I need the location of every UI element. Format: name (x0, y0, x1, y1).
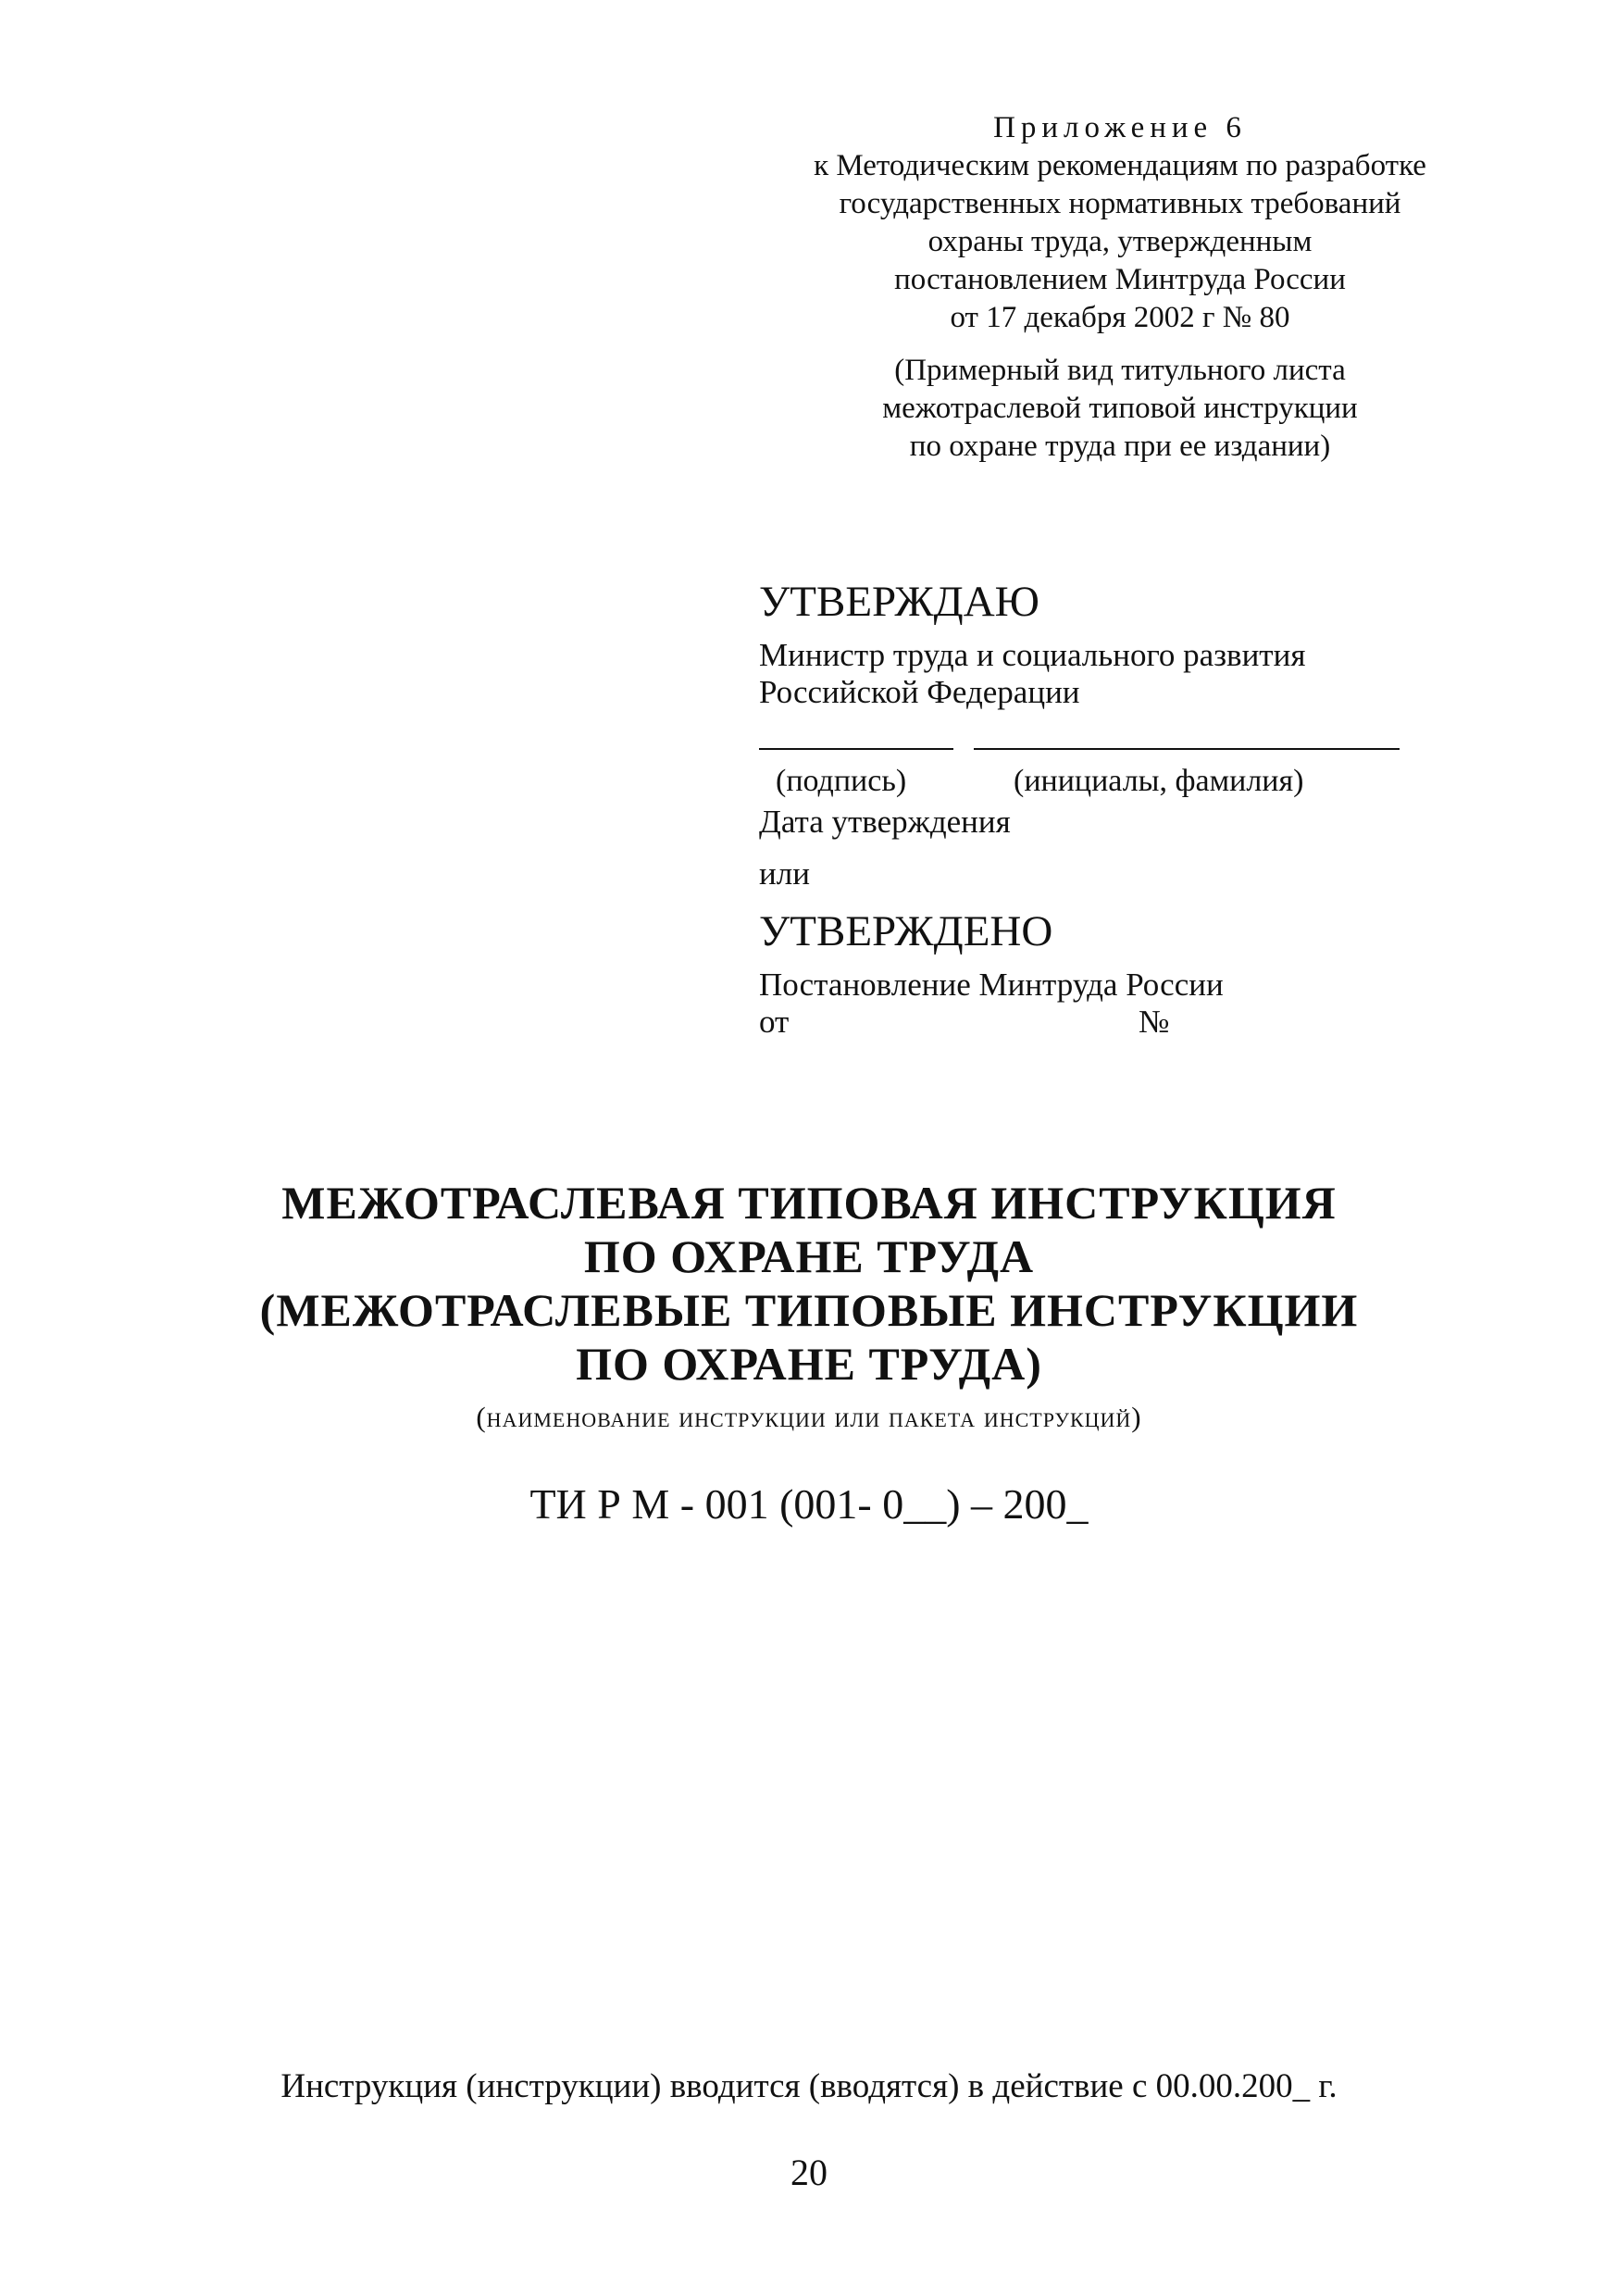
name-caption: (инициалы, фамилия) (1014, 764, 1304, 798)
number-label: № (1139, 1004, 1170, 1040)
signature-line (759, 748, 953, 750)
appendix-line: постановлением Минтруда России (894, 263, 1346, 296)
appendix-note (648, 352, 1592, 466)
appendix-block (648, 109, 1592, 466)
approval-date-label: Дата утверждения (759, 804, 1011, 840)
title-line: ПО ОХРАНЕ ТРУДА) (576, 1338, 1042, 1390)
approved-heading: УТВЕРЖДЕНО (759, 907, 1053, 955)
appendix-line: к Методическим рекомендациям по разработке (814, 149, 1426, 182)
effective-date-statement: Инструкция (инструкции) вводится (вводятся) в действие с 00.00.200_ г. (280, 2067, 1338, 2105)
approval-block (759, 576, 1592, 1044)
approval-position-line2: Российской Федерации (759, 674, 1080, 710)
or-word: или (759, 855, 810, 892)
title-line: МЕЖОТРАСЛЕВАЯ ТИПОВАЯ ИНСТРУКЦИЯ (281, 1177, 1337, 1229)
signature-captions (759, 763, 1592, 804)
appendix-line: от 17 декабря 2002 г № 80 (950, 301, 1290, 334)
page-number: 20 (790, 2152, 828, 2193)
appendix-line: охраны труда, утвержденным (927, 225, 1313, 258)
decree-text: Постановление Минтруда России (759, 967, 1224, 1003)
approval-heading: УТВЕРЖДАЮ (759, 578, 1039, 626)
title-line: ПО ОХРАНЕ ТРУДА (583, 1230, 1035, 1282)
appendix-title: Приложение 6 (993, 111, 1247, 144)
decree-from-row (759, 1004, 1592, 1044)
from-label: от (759, 1004, 790, 1040)
signature-caption: (подпись) (776, 764, 907, 798)
name-line (974, 748, 1400, 750)
appendix-line: государственных нормативных требований (839, 187, 1401, 220)
appendix-note-line: (Примерный вид титульного листа (894, 354, 1346, 387)
appendix-note-line: межотраслевой типовой инструкции (882, 392, 1358, 425)
document-title (0, 1176, 1618, 1391)
document-code: ТИ Р М - 001 (001- 0__) – 200_ (529, 1480, 1089, 1528)
approval-position: Министр труда и социального развития (759, 637, 1306, 673)
title-line: (МЕЖОТРАСЛЕВЫЕ ТИПОВЫЕ ИНСТРУКЦИИ (259, 1284, 1359, 1336)
title-caption: (наименование инструкции или пакета инструкций) (476, 1401, 1142, 1433)
appendix-note-line: по охране труда при ее издании) (909, 430, 1331, 463)
signature-lines (759, 711, 1592, 763)
